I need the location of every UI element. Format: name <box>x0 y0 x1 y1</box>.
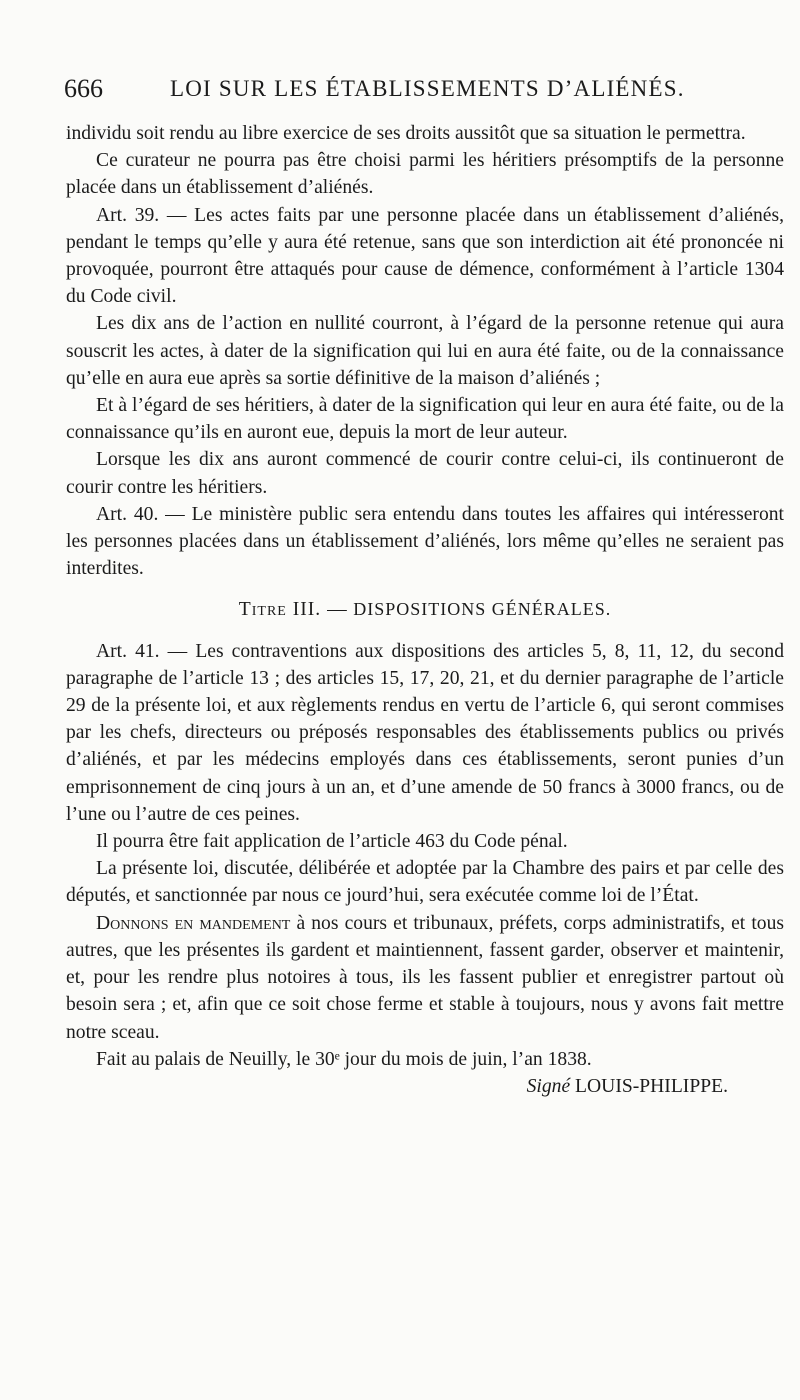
paragraph: Art. 40. — Le ministère public sera entendu dans toutes les affaires qui intéresseront les personnes placées dans un établissement d’aliénés, lors même qu’elles ne seraient pas interdites. <box>66 503 784 580</box>
closing-line: Fait au palais de Neuilly, le 30ᵉ jour du mois de juin, l’an 1838. <box>96 1048 592 1070</box>
page-number: 666 <box>64 74 103 103</box>
mandement-lead: Donnons en mandement <box>96 912 291 934</box>
mandement-text: à nos cours et tribunaux, préfets, corps administratifs, et tous autres, que les présentes ils gardent et maintiennent, fassent garder, observer et maintenir, et, pour les rendre plus notoires à tous, ils les fassent publier et enregistrer partout où besoin sera ; et, afin que ce soit chose ferme et stable à toujours, nous y avons fait mettre notre sceau. <box>66 912 784 1043</box>
paragraph: Art. 39. — Les actes faits par une personne placée dans un établissement d’aliénés, pendant le temps qu’elle y aura été retenue, sans que son interdiction ait été prononcée ni provoquée, pourront être attaqués pour cause de démence, conformément à l’article 1304 du Code civil. <box>66 204 784 308</box>
paragraph: individu soit rendu au libre exercice de ses droits aussitôt que sa situation le permettra. <box>66 123 746 144</box>
section-title <box>66 596 784 623</box>
page-body <box>66 120 784 1100</box>
running-head: LOI SUR LES ÉTABLISSEMENTS D’ALIÉNÉS. <box>170 76 685 101</box>
paragraph: Art. 41. — Les contraventions aux dispositions des articles 5, 8, 11, 12, du second paragraphe de l’article 13 ; des articles 15, 17, 20, 21, et du dernier paragraphe de l’article 29 de la présente loi, et aux règlements rendus en vertu de l’article 6, qui seront commises par les chefs, directeurs ou préposés responsables des établissements publics ou privés d’aliénés, et par les médecins employés dans ces établissements, seront punies d’un emprisonnement de cinq jours à un an, et d’une amende de 50 francs à 3000 francs, ou de l’une ou l’autre de ces peines. <box>66 640 784 825</box>
signature-name: LOUIS-PHILIPPE. <box>575 1075 728 1097</box>
paragraph: La présente loi, discutée, délibérée et adoptée par la Chambre des pairs et par celle des députés, et sanctionnée par nous ce jourd’hui, sera exécutée comme loi de l’État. <box>66 858 784 907</box>
paragraph: Il pourra être fait application de l’article 463 du Code pénal. <box>96 831 568 853</box>
title-prefix: Titre III. — <box>238 599 348 621</box>
title-heading: DISPOSITIONS GÉNÉRALES. <box>353 599 612 620</box>
paragraph: Et à l’égard de ses héritiers, à dater de la signification qui leur en aura été faite, ou de la connaissance qu’ils en auront eue, depuis la mort de leur auteur. <box>66 395 784 444</box>
paragraph: Lorsque les dix ans auront commencé de courir contre celui-ci, ils continueront de courir contre les héritiers. <box>66 449 784 498</box>
mandement-paragraph <box>66 910 784 1046</box>
signature <box>66 1073 784 1100</box>
paragraph: Les dix ans de l’action en nullité courront, à l’égard de la personne retenue qui aura souscrit les actes, à dater de la signification qui lui en aura été faite, ou de la connaissance qu’elle en aura eue après sa sortie définitive de la maison d’aliénés ; <box>66 313 784 389</box>
paragraph: Ce curateur ne pourra pas être choisi parmi les héritiers présomptifs de la personne placée dans un établissement d’aliénés. <box>66 150 784 199</box>
page-header <box>0 74 800 114</box>
signature-label: Signé <box>526 1075 571 1097</box>
